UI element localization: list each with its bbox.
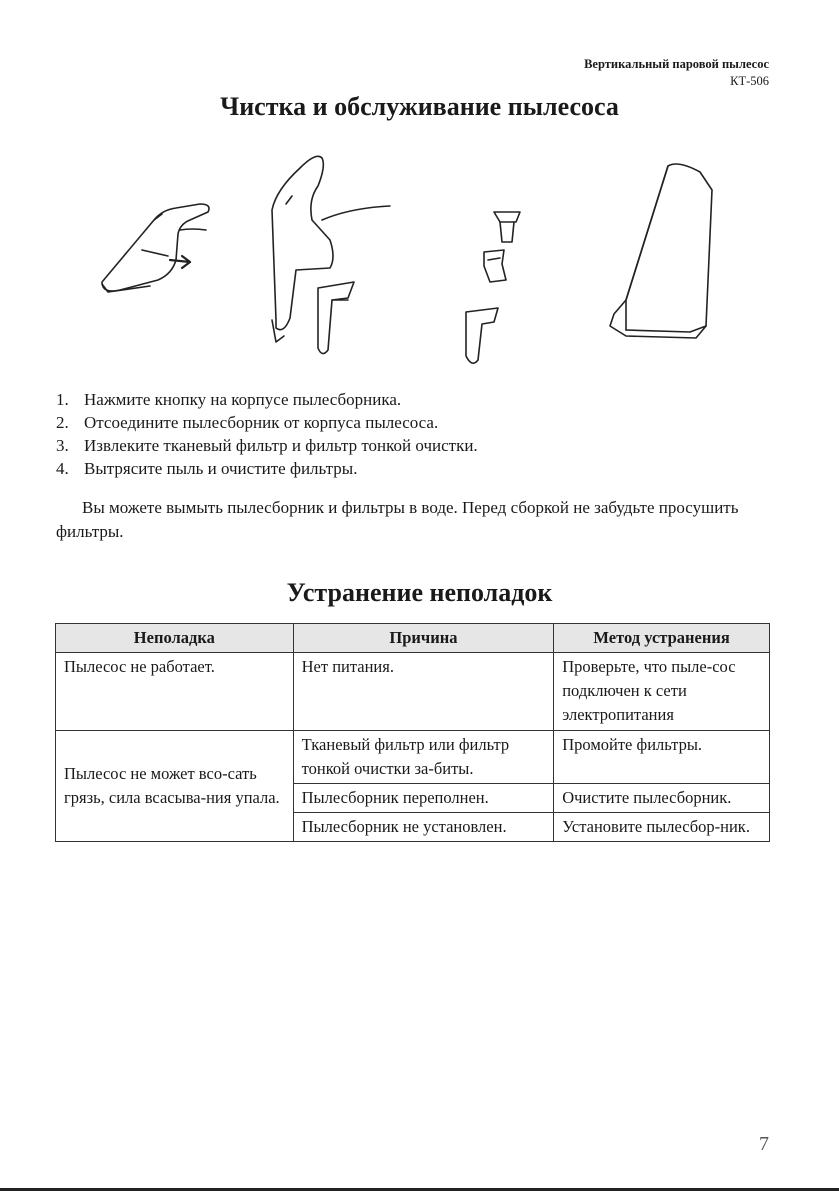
cause-cell: Нет питания. bbox=[293, 653, 554, 731]
product-name: Вертикальный паровой пылесос bbox=[584, 57, 769, 71]
page-number: 7 bbox=[759, 1133, 769, 1155]
step-item: 3. Извлеките тканевый фильтр и фильтр тонкой очистки. bbox=[56, 436, 478, 455]
cleaning-title: Чистка и обслуживание пылесоса bbox=[220, 92, 619, 121]
solution-cell: Промойте фильтры. bbox=[554, 731, 770, 784]
step-item: 1. Нажмите кнопку на корпусе пылесборника. bbox=[56, 390, 402, 409]
step-item: 2. Отсоедините пылесборник от корпуса пылесоса. bbox=[56, 413, 439, 432]
table-header-row bbox=[56, 624, 770, 653]
filters-figure bbox=[466, 212, 520, 363]
header-cause: Причина bbox=[293, 624, 554, 653]
header-problem: Неполадка bbox=[56, 624, 294, 653]
cause-cell: Тканевый фильтр или фильтр тонкой очистки за-биты. bbox=[293, 731, 554, 784]
table-row bbox=[56, 653, 770, 731]
model-number: КТ-506 bbox=[730, 74, 769, 88]
stick-vacuum-figure bbox=[272, 156, 390, 353]
problem-cell: Пылесос не может всо-сать грязь, сила всасыва-ния упала. bbox=[56, 731, 294, 842]
handheld-unit-figure bbox=[102, 204, 209, 292]
cleaning-steps-list bbox=[56, 388, 478, 480]
troubleshooting-title: Устранение неполадок bbox=[286, 578, 553, 607]
solution-cell: Очистите пылесборник. bbox=[554, 784, 770, 813]
container-figure bbox=[610, 164, 712, 338]
page-header bbox=[584, 56, 769, 90]
cleaning-illustrations bbox=[80, 150, 760, 380]
cause-cell: Пылесборник не установлен. bbox=[293, 813, 554, 842]
problem-cell: Пылесос не работает. bbox=[56, 653, 294, 731]
washing-note: Вы можете вымыть пылесборник и фильтры в воде. Перед сборкой не забудьте просушить фильтры. bbox=[56, 498, 739, 541]
solution-cell: Проверьте, что пыле-сос подключен к сети электропитания bbox=[554, 653, 770, 731]
solution-cell: Установите пылесбор-ник. bbox=[554, 813, 770, 842]
header-solution: Метод устранения bbox=[554, 624, 770, 653]
troubleshooting-table bbox=[55, 623, 770, 842]
cause-cell: Пылесборник переполнен. bbox=[293, 784, 554, 813]
table-row bbox=[56, 731, 770, 784]
step-item: 4. Вытрясите пыль и очистите фильтры. bbox=[56, 459, 358, 478]
